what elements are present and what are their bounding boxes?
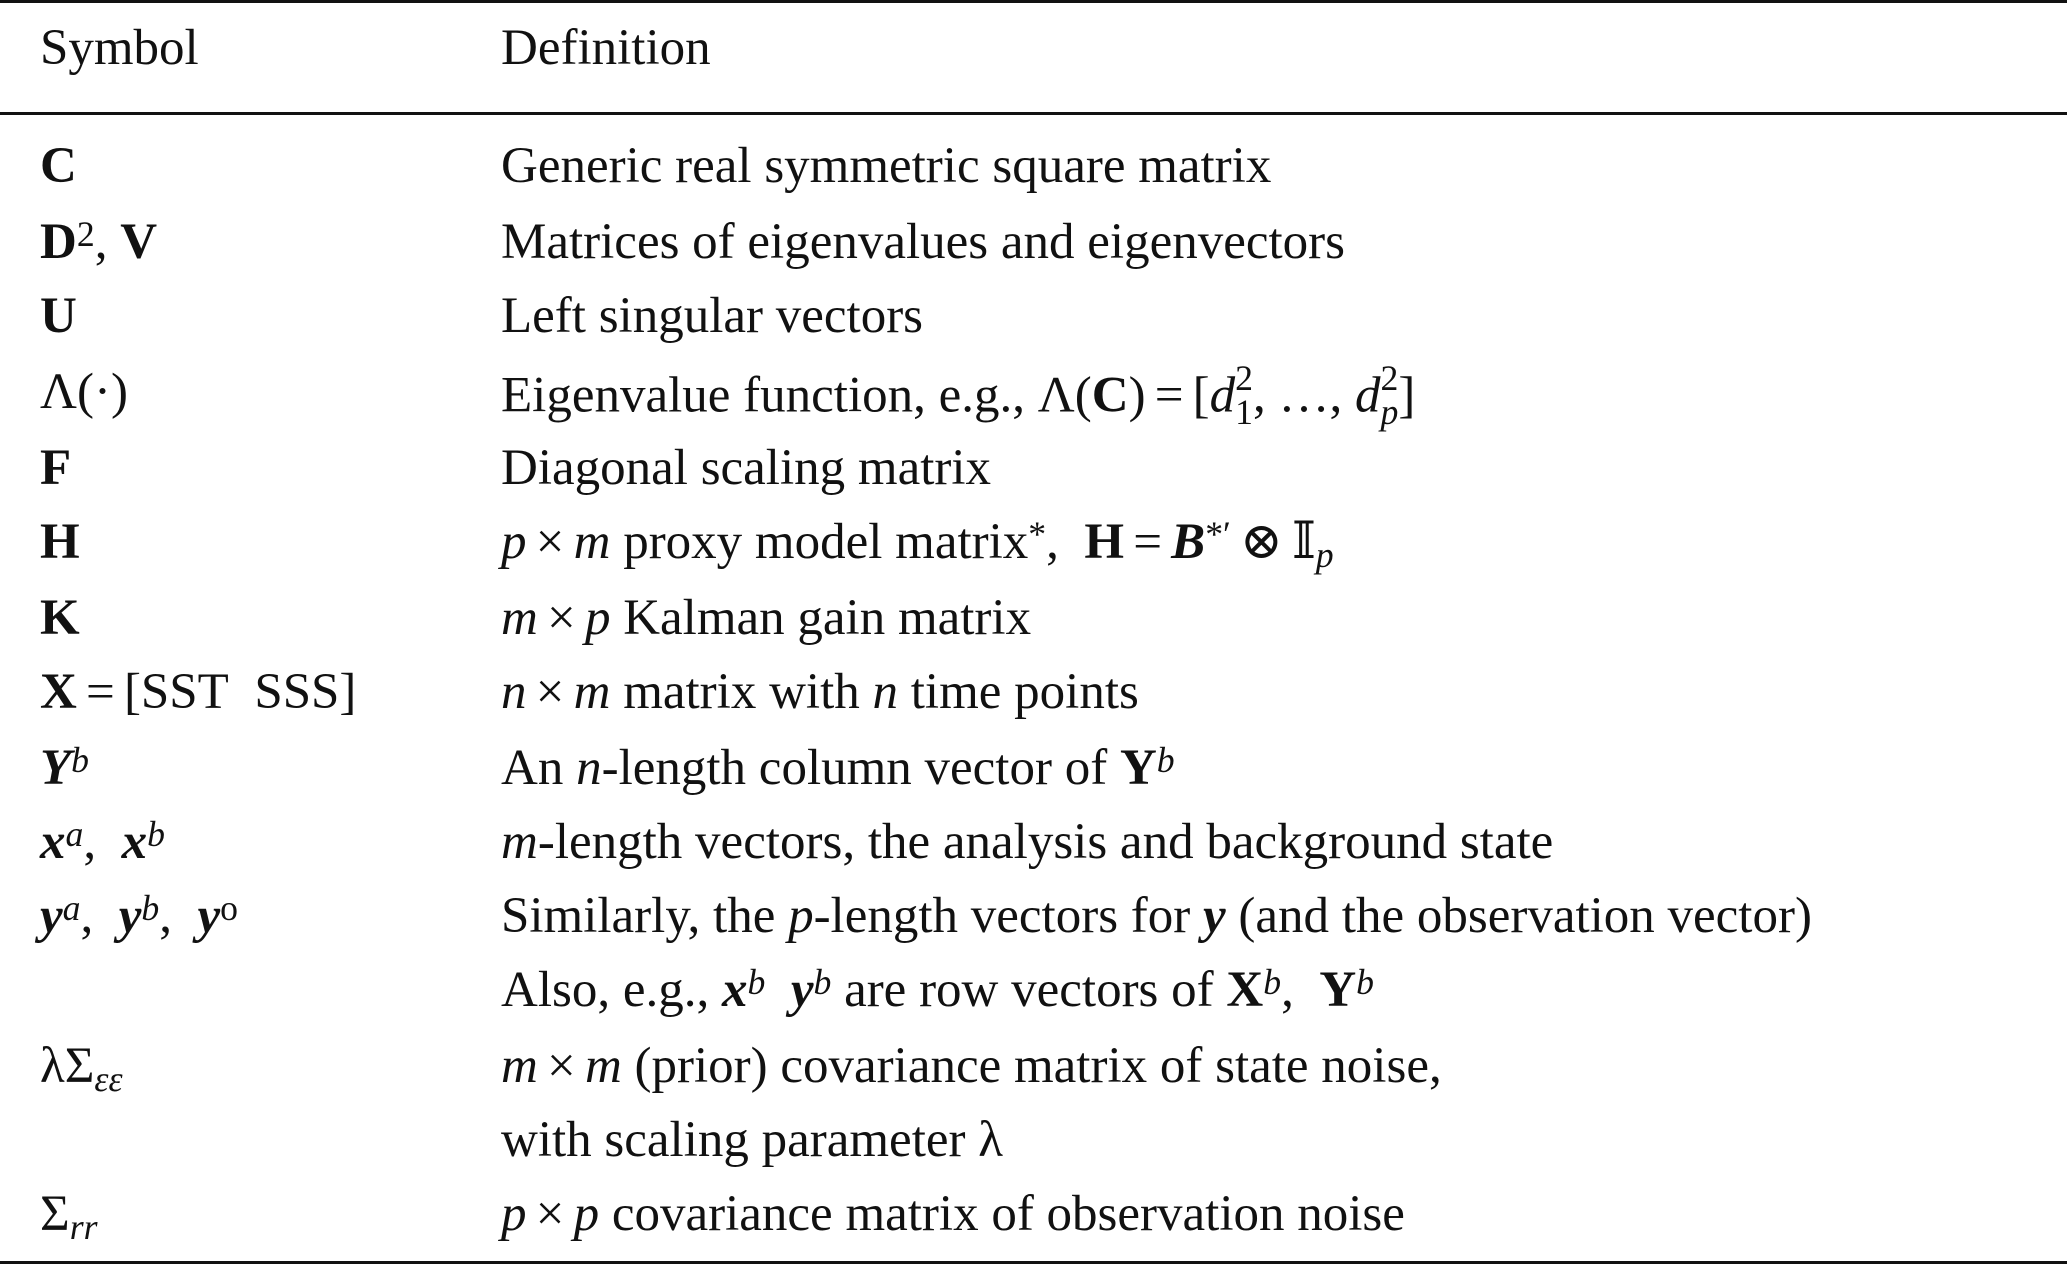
table-top-rule xyxy=(0,0,2067,3)
definition-Lambda: Eigenvalue function, e.g., Λ(C) = [d 2 1 , …, d 2 p ] xyxy=(501,358,1416,432)
definition-scaling-parameter: with scaling parameter λ xyxy=(501,1112,1003,1168)
symbol-K: K xyxy=(40,590,80,646)
definition-lambda-sigma-ee: m × m (prior) covariance matrix of state noise, xyxy=(501,1038,1442,1094)
symbol-Yb: $Y^b$ xyxy=(40,739,89,796)
symbol-lambda-sigma-ee: $\lambda\Sigma_{\varepsilon\varepsilon}$ xyxy=(40,1038,123,1099)
header-definition: Definition xyxy=(501,20,711,76)
symbol-D2-V: $D^2$, V xyxy=(40,213,158,270)
symbol-Lambda: Λ(·) xyxy=(40,364,128,420)
definition-H: p × m proxy model matrix*, H = B*′ ⊗ 𝕀$_p$ xyxy=(501,512,1334,575)
definition-row-vectors: Also, e.g., $x^b$ $y^b$ are row vectors of $X^b$, $Y^b$ xyxy=(501,961,1375,1018)
definition-Yb: An n-length column vector of $Y^b$ xyxy=(501,739,1175,796)
symbol-xa-xb: $x^a$, $x^b$ xyxy=(40,813,165,870)
symbol-C: C xyxy=(40,138,77,194)
symbol-X: X = [SST SSS] xyxy=(40,664,357,720)
symbol-ya-yb-yo: $y^a$, $y^b$, $y^o$ xyxy=(40,887,238,944)
definition-sigma-rr: p × p covariance matrix of observation noise xyxy=(501,1186,1405,1242)
definition-D2-V: Matrices of eigenvalues and eigenvectors xyxy=(501,214,1345,270)
definition-ya-yb-yo: Similarly, the p-length vectors for y (and the observation vector) xyxy=(501,888,1812,944)
table-header-rule xyxy=(0,112,2067,115)
definition-K: m × p Kalman gain matrix xyxy=(501,590,1032,646)
definition-C: Generic real symmetric square matrix xyxy=(501,138,1272,194)
definition-F: Diagonal scaling matrix xyxy=(501,440,992,496)
definition-xa-xb: m-length vectors, the analysis and background state xyxy=(501,814,1554,870)
definition-X: n × m matrix with n time points xyxy=(501,664,1139,720)
symbol-F: F xyxy=(40,440,72,496)
definition-U: Left singular vectors xyxy=(501,288,924,344)
table-bottom-rule xyxy=(0,1261,2067,1264)
symbol-sigma-rr: $\Sigma_{rr}$ xyxy=(40,1186,98,1247)
header-symbol: Symbol xyxy=(40,20,199,76)
symbol-H: H xyxy=(40,514,80,570)
symbol-U: U xyxy=(40,288,77,344)
